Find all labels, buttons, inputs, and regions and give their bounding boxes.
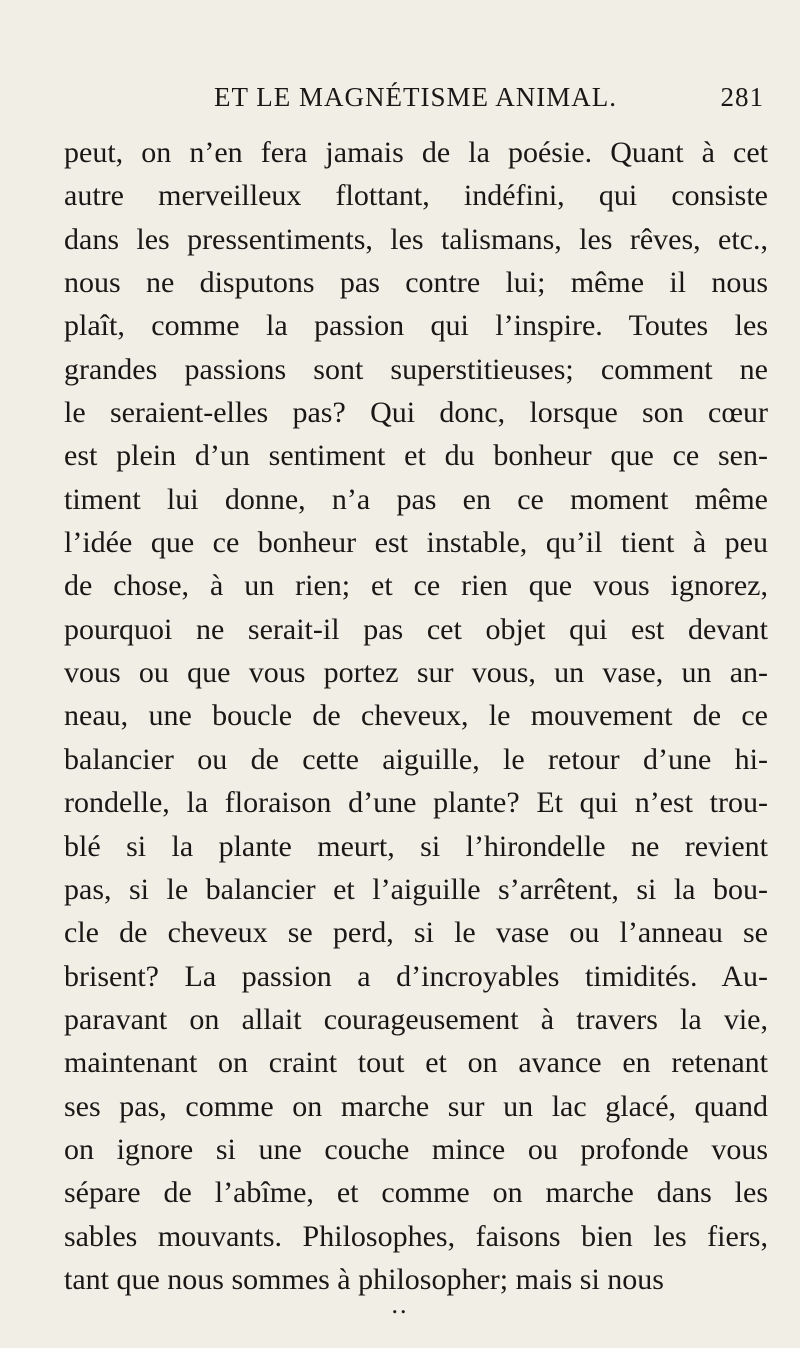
text-line: l’idée que ce bonheur est instable, qu’il tient à peu	[64, 526, 768, 560]
text-line: maintenant on craint tout et on avance en retenant	[64, 1046, 768, 1080]
text-line: dans les pressentiments, les talismans, les rêves, etc.,	[64, 222, 768, 256]
running-head-title: ET LE MAGNÉTISME ANIMAL.	[214, 82, 617, 112]
text-line: tant que nous sommes à philosopher; mais si nous	[64, 1262, 664, 1296]
text-line: sépare de l’abîme, et comme on marche dans les	[64, 1176, 768, 1210]
text-line: autre merveilleux flottant, indéfini, qui consiste	[64, 179, 768, 213]
text-line: balancier ou de cette aiguille, le retour d’une hi-	[64, 742, 768, 776]
text-line: grandes passions sont superstitieuses; comment ne	[64, 352, 768, 386]
text-line: plaît, comme la passion qui l’inspire. Toutes les	[64, 309, 768, 343]
body-text	[64, 131, 768, 1301]
text-line: blé si la plante meurt, si l’hirondelle ne revient	[64, 829, 768, 863]
text-line: nous ne disputons pas contre lui; même il nous	[64, 266, 768, 300]
text-line: on ignore si une couche mince ou profonde vous	[64, 1132, 768, 1166]
text-line: ses pas, comme on marche sur un lac glacé, quand	[64, 1089, 768, 1123]
text-line: paravant on allait courageusement à travers la vie,	[64, 1002, 768, 1036]
text-line: le seraient-elles pas? Qui donc, lorsque son cœur	[64, 396, 768, 430]
text-line: timent lui donne, n’a pas en ce moment même	[64, 482, 768, 516]
text-line: pourquoi ne serait-il pas cet objet qui est devant	[64, 612, 768, 646]
text-line: sables mouvants. Philosophes, faisons bien les fiers,	[64, 1219, 768, 1253]
text-line: de chose, à un rien; et ce rien que vous ignorez,	[64, 569, 768, 603]
text-line: vous ou que vous portez sur vous, un vase, un an-	[64, 656, 768, 690]
running-head	[214, 82, 764, 116]
signature-mark: ..	[391, 1290, 409, 1319]
text-line: rondelle, la floraison d’une plante? Et qui n’est trou-	[64, 786, 768, 820]
text-line: brisent? La passion a d’incroyables timidités. Au-	[64, 959, 768, 993]
page-number: 281	[720, 82, 764, 112]
text-line: neau, une boucle de cheveux, le mouvement de ce	[64, 699, 768, 733]
text-line: peut, on n’en fera jamais de la poésie. Quant à cet	[64, 136, 768, 169]
text-line: cle de cheveux se perd, si le vase ou l’anneau se	[64, 916, 768, 950]
text-line: est plein d’un sentiment et du bonheur que ce sen-	[64, 439, 768, 473]
text-line: pas, si le balancier et l’aiguille s’arrêtent, si la bou-	[64, 872, 768, 906]
